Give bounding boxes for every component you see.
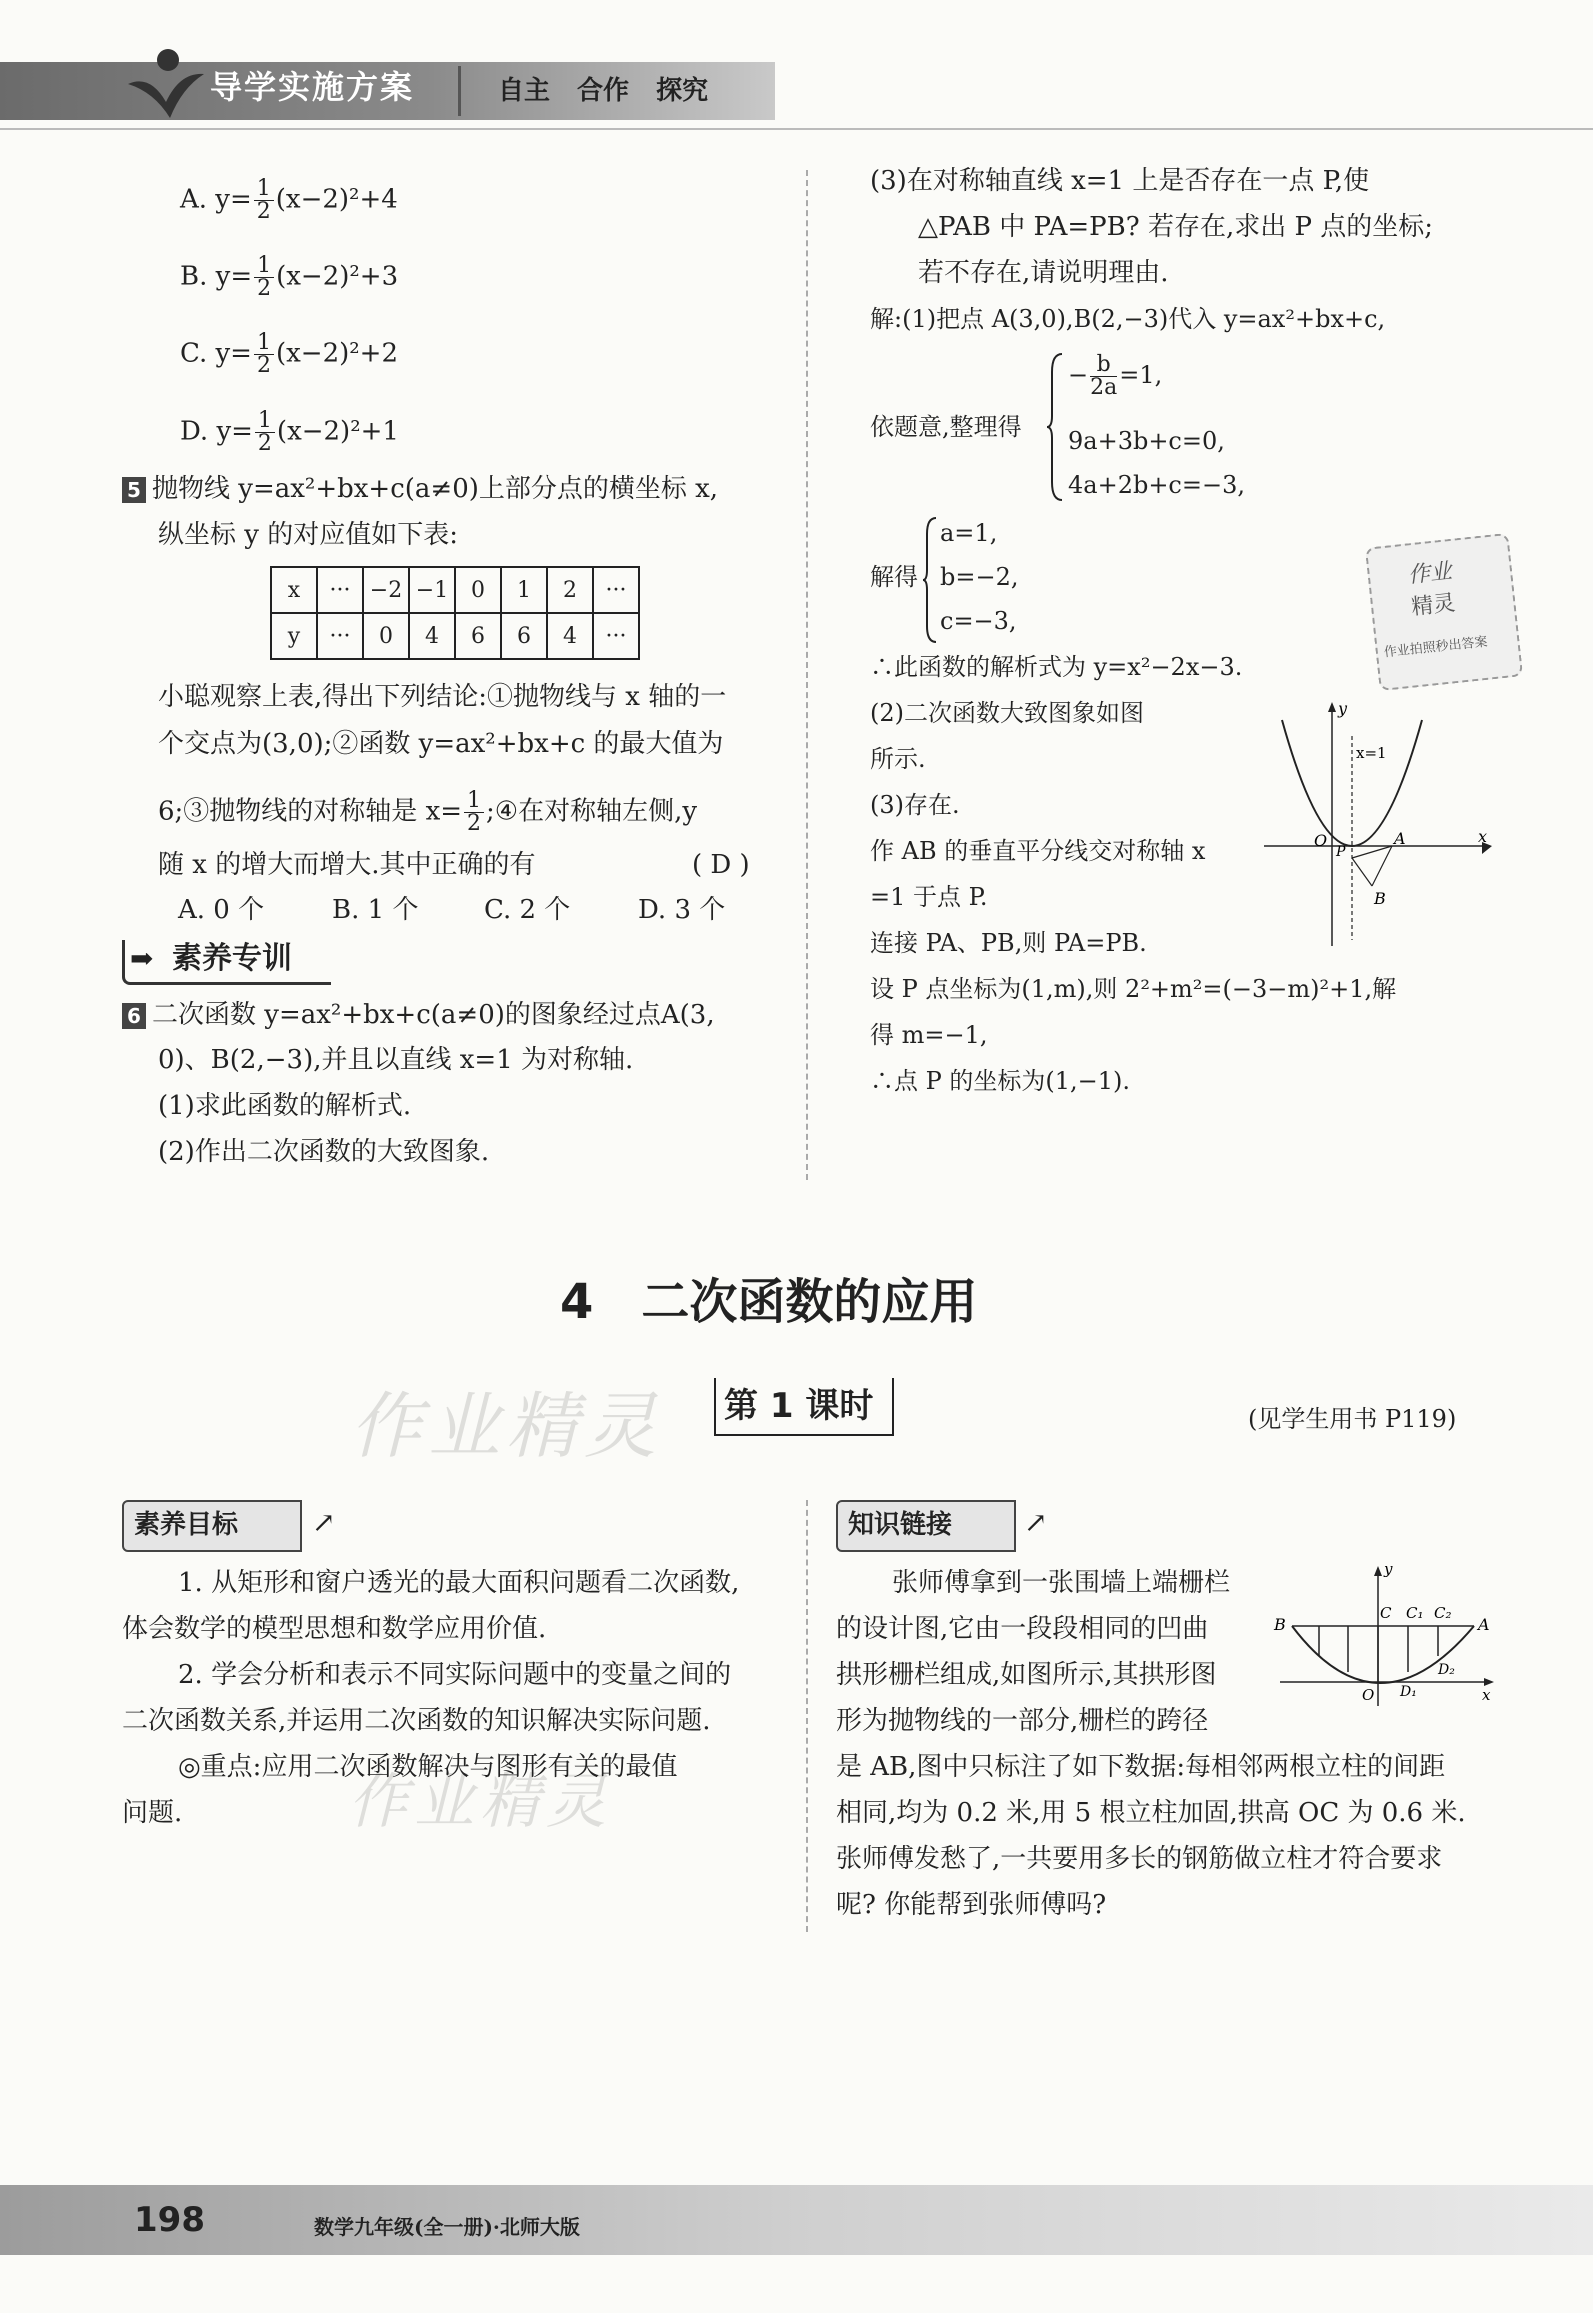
link-line4: 形为抛物线的一部分,栅栏的跨径 [836,1706,1209,1736]
section-arrow-icon: ➡ [130,942,154,975]
question-6-line4: (2)作出二次函数的大致图象. [158,1137,490,1167]
table-cell: 2 [547,567,593,613]
option-a: A. y= $\frac{1}{2}$ (x−2)²+4 [180,176,398,224]
goals-arrow-icon: ↗ [312,1506,336,1539]
right-line13: 得 m=−1, [870,1021,988,1049]
question-5-line6: 随 x 的增大而增大.其中正确的有 [158,850,536,880]
right-line7: 所示. [870,745,926,773]
fence-arch-figure [1270,1560,1496,1708]
value-table [270,566,640,660]
system-eq2: 9a+3b+c=0, [1068,427,1225,455]
table-cell: 6 [455,613,501,659]
column-divider [806,1500,808,1932]
header-divider [458,66,461,116]
table-cell: −2 [363,567,409,613]
label-origin: O [1314,831,1328,850]
goal-1b: 体会数学的模型思想和数学应用价值. [122,1614,547,1644]
question-number: 6 [122,1003,146,1029]
right-line1: (3)在对称轴直线 x=1 上是否存在一点 P,使 [870,166,1370,196]
system-eq3: 4a+2b+c=−3, [1068,471,1245,499]
link-title: 知识链接 [848,1510,953,1540]
parabola-graph [1262,700,1494,950]
goal-1a: 1. 从矩形和窗户透光的最大面积问题看二次函数, [178,1568,740,1598]
link-line7: 张师傅发愁了,一共要用多长的钢筋做立柱才符合要求 [836,1844,1443,1874]
svg-text:C₁: C₁ [1406,1604,1424,1622]
table-cell: −1 [409,567,455,613]
section-title: 素养专训 [172,941,292,976]
right-line3: 若不存在,请说明理由. [918,258,1169,288]
system-eq1: − $\frac{b}{2a}$ =1, [1068,352,1163,400]
stamp: 作业 精灵 作业拍照秒出答案 [1365,533,1523,691]
table-cell: ··· [593,613,639,659]
table-cell: 4 [409,613,455,659]
right-line2: △PAB 中 PA=PB? 若存在,求出 P 点的坐标; [918,212,1434,242]
solution-a: a=1, [940,519,998,547]
goals-title: 素养目标 [134,1510,239,1540]
label-x: x [1478,827,1488,846]
question-5-line1: 5 抛物线 y=ax²+bx+c(a≠0)上部分点的横坐标 x, [122,472,718,506]
right-line4: 解:(1)把点 A(3,0),B(2,−3)代入 y=ax²+bx+c, [870,305,1386,333]
link-arrow-icon: ↗ [1024,1506,1048,1539]
question-6-line2: 0)、B(2,−3),并且以直线 x=1 为对称轴. [158,1045,634,1075]
question-5-line5: 6;③抛物线的对称轴是 x= $\frac{1}{2}$ ;④在对称轴左侧,y [158,788,698,836]
left-brace [1046,352,1064,502]
svg-text:y: y [1384,1560,1393,1578]
column-divider [806,170,808,1180]
right-line11: 连接 PA、PB,则 PA=PB. [870,929,1147,957]
svg-text:A: A [1478,1615,1490,1634]
option-d: D. y= $\frac{1}{2}$ (x−2)²+1 [180,408,399,456]
goal-3b: 问题. [122,1798,183,1828]
book-title: 数学九年级(全一册)·北师大版 [314,2215,580,2239]
link-line6: 相同,均为 0.2 米,用 5 根立柱加固,拱高 OC 为 0.6 米. [836,1798,1466,1828]
choice-d: D. 3 个 [638,895,726,925]
solution-b: b=−2, [940,563,1019,591]
svg-text:O: O [1362,1686,1375,1704]
segment-pb [1352,858,1372,886]
table-cell: x [271,567,317,613]
option-b: B. y= $\frac{1}{2}$ (x−2)²+3 [180,253,399,301]
table-cell: 1 [501,567,547,613]
header-title: 导学实施方案 [210,68,415,106]
label-axis: x=1 [1356,744,1387,762]
period-title: 第 1 课时 [724,1386,874,1426]
link-line1: 张师傅拿到一张围墙上端栅栏 [892,1568,1231,1598]
link-line5: 是 AB,图中只标注了如下数据:每相邻两根立柱的间距 [836,1752,1446,1782]
goal-3a: ◎重点:应用二次函数解决与图形有关的最值 [178,1752,678,1782]
svg-text:C₂: C₂ [1434,1604,1452,1622]
link-line3: 拱形栅栏组成,如图所示,其拱形图 [836,1660,1217,1690]
table-cell: ··· [317,567,363,613]
table-cell: 6 [501,613,547,659]
choice-a: A. 0 个 [178,895,265,925]
right-line12: 设 P 点坐标为(1,m),则 2²+m²=(−3−m)²+1,解 [870,975,1397,1003]
svg-text:D₂: D₂ [1438,1662,1455,1678]
table-cell: ··· [593,567,639,613]
table-cell: ··· [317,613,363,659]
logo-icon [120,44,210,124]
link-line2: 的设计图,它由一段段相同的凹曲 [836,1614,1209,1644]
choice-c: C. 2 个 [484,895,571,925]
svg-text:D₁: D₁ [1400,1684,1417,1700]
watermark: 作业精灵 [350,1384,663,1468]
table-row [271,567,639,613]
table-cell: 0 [455,567,501,613]
right-line8: (3)存在. [870,791,960,819]
question-6-line3: (1)求此函数的解析式. [158,1091,412,1121]
choice-b: B. 1 个 [332,895,419,925]
label-p: P [1336,844,1346,860]
right-line10: =1 于点 P. [870,883,988,911]
table-cell: 0 [363,613,409,659]
segment-pa [1352,846,1392,858]
header-rule [0,128,1593,130]
left-brace [922,516,938,644]
goal-2b: 二次函数关系,并运用二次函数的知识解决实际问题. [122,1706,711,1736]
question-5-line4: 个交点为(3,0);②函数 y=ax²+bx+c 的最大值为 [158,729,724,759]
goal-2a: 2. 学会分析和表示不同实际问题中的变量之间的 [178,1660,732,1690]
question-6-line1: 6 二次函数 y=ax²+bx+c(a≠0)的图象经过点A(3, [122,998,715,1032]
solution-label: 解得 [870,563,918,591]
question-5-line3: 小聪观察上表,得出下列结论:①抛物线与 x 轴的一 [158,682,727,712]
header-tags: 自主 合作 探究 [498,76,709,106]
label-y: y [1338,700,1348,718]
system-label: 依题意,整理得 [870,413,1022,441]
question-5-line2: 纵坐标 y 的对应值如下表: [158,520,458,550]
table-row [271,613,639,659]
label-b: B [1374,889,1386,908]
right-line9: 作 AB 的垂直平分线交对称轴 x [870,837,1206,865]
svg-text:B: B [1274,1615,1286,1634]
footer-bar [0,2185,1593,2255]
question-number: 5 [122,477,146,503]
right-line6: (2)二次函数大致图象如图 [870,699,1144,727]
reference-note: (见学生用书 P119) [1248,1405,1457,1433]
segment-ab [1372,846,1392,886]
solution-c: c=−3, [940,607,1017,635]
page-number: 198 [134,2200,205,2240]
svg-text:C: C [1380,1604,1392,1622]
table-cell: y [271,613,317,659]
right-line14: ∴点 P 的坐标为(1,−1). [870,1067,1131,1095]
question-5-answer: ( D ) [692,850,750,880]
watermark: 作业精灵 [348,1767,612,1837]
chapter-title: 4 二次函数的应用 [560,1274,978,1330]
label-a: A [1394,829,1406,848]
table-cell: 4 [547,613,593,659]
option-c: C. y= $\frac{1}{2}$ (x−2)²+2 [180,330,399,378]
svg-text:x: x [1482,1686,1491,1704]
link-line8: 呢? 你能帮到张师傅吗? [836,1890,1107,1920]
right-line5: ∴此函数的解析式为 y=x²−2x−3. [870,653,1243,681]
